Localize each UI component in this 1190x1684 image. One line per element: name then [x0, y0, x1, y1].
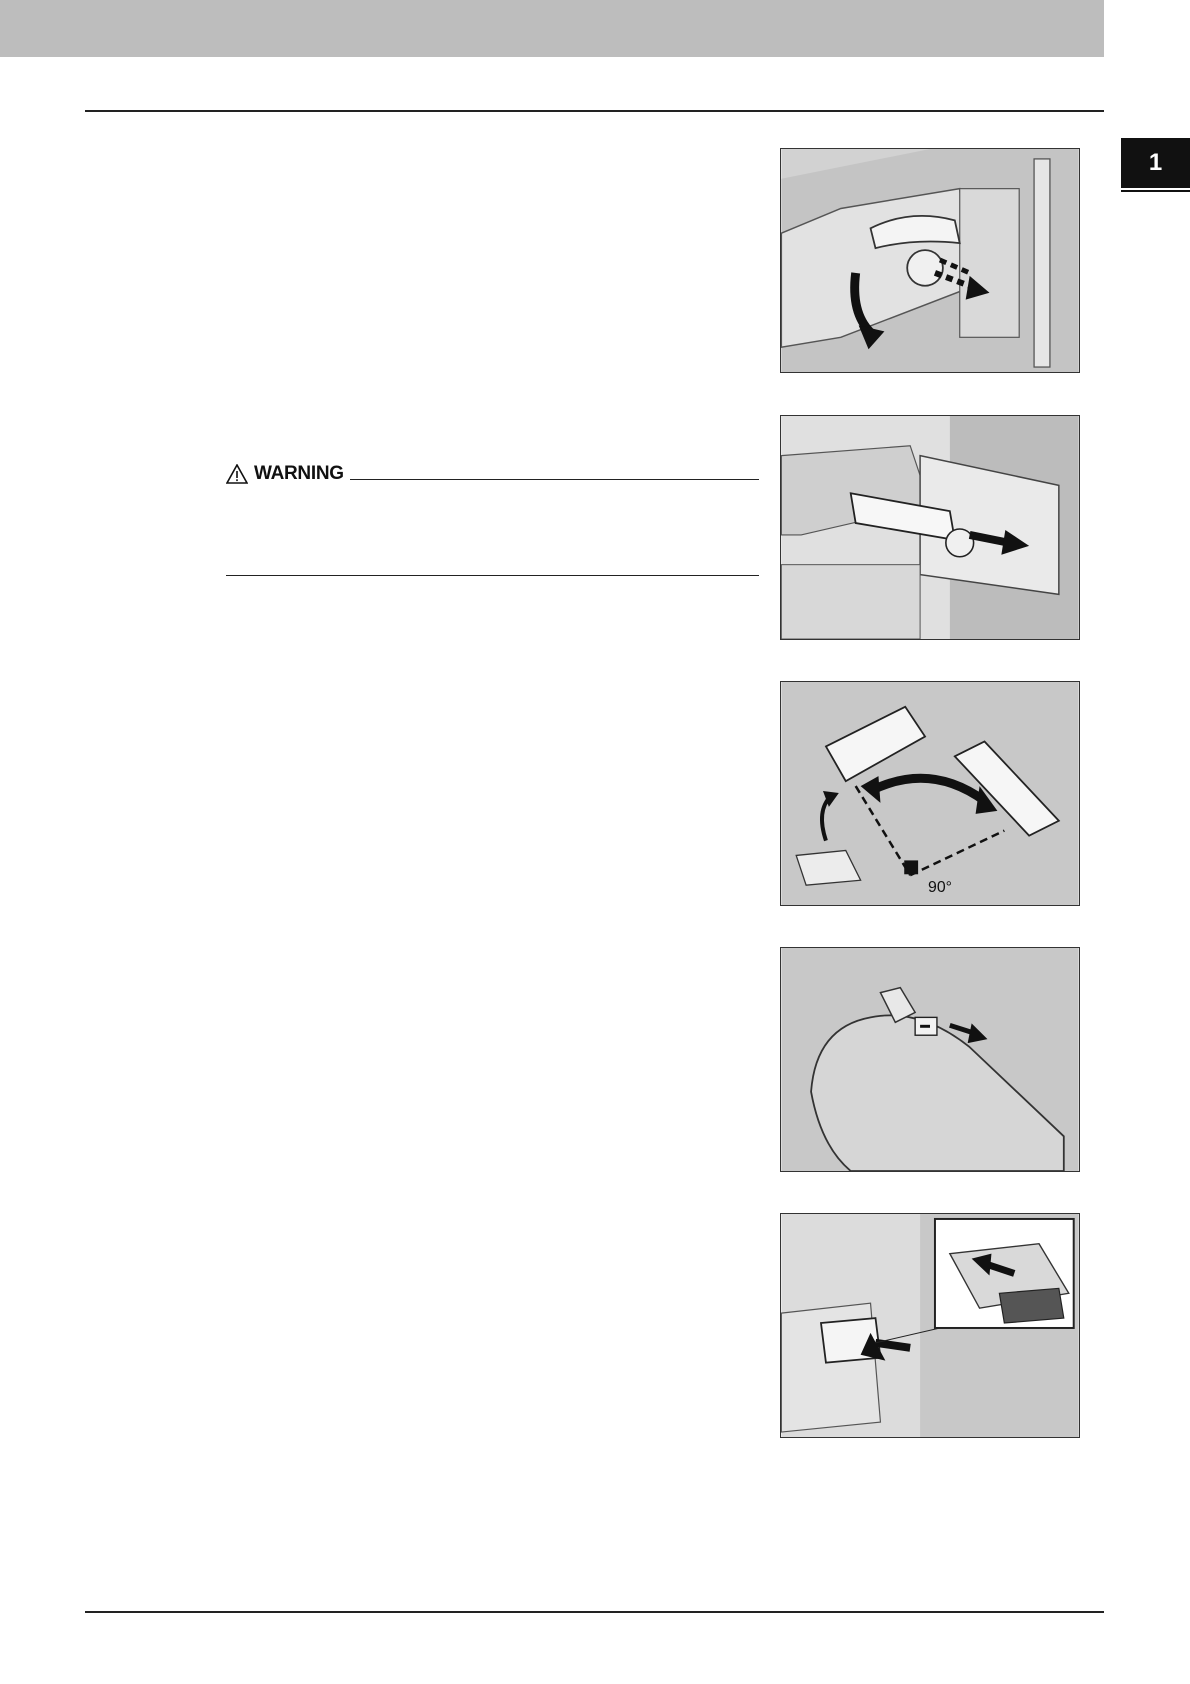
- warning-title: WARNING: [254, 463, 344, 484]
- chapter-tab-rule: [1121, 190, 1190, 192]
- cartridge-insert-illustration: [781, 1214, 1079, 1437]
- angle-label: 90°: [928, 879, 952, 897]
- bottom-rule: [85, 1611, 1104, 1613]
- header-band: [0, 0, 1104, 57]
- warning-bottom-line: [226, 575, 759, 576]
- figure-pull-cartridge: [780, 415, 1080, 640]
- warning-heading: [226, 461, 344, 487]
- shake-cartridge-illustration: [781, 682, 1079, 905]
- figure-release-lever: [780, 148, 1080, 373]
- warning-triangle-icon: [226, 464, 248, 484]
- chapter-tab[interactable]: [1121, 138, 1190, 188]
- top-rule: [85, 110, 1104, 112]
- cartridge-removal-illustration: [781, 416, 1079, 639]
- chapter-number: 1: [1148, 149, 1163, 176]
- seal-removal-illustration: [781, 948, 1079, 1171]
- warning-box: [226, 461, 759, 576]
- toner-lever-illustration: [781, 149, 1079, 372]
- warning-top-line: [350, 479, 759, 480]
- figure-insert-cartridge: [780, 1213, 1080, 1438]
- figure-shake-cartridge: [780, 681, 1080, 906]
- figure-remove-seal: [780, 947, 1080, 1172]
